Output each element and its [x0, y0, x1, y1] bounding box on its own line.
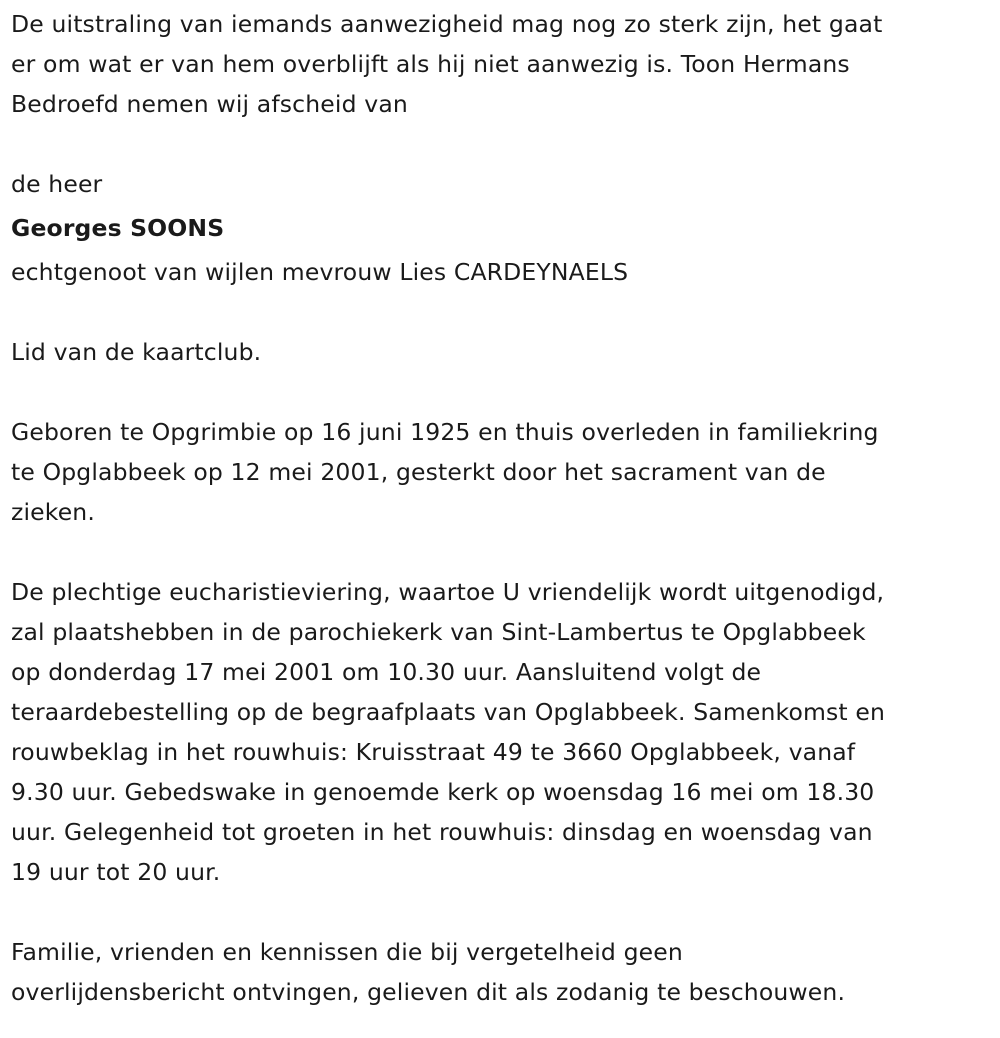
ceremony-line: 9.30 uur. Gebedswake in genoemde kerk op woensdag 16 mei om 18.30 — [11, 778, 875, 806]
ceremony-paragraph — [11, 572, 991, 892]
spacer — [11, 372, 991, 412]
ceremony-line: zal plaatshebben in de parochiekerk van Sint-Lambertus te Opglabbeek — [11, 618, 866, 646]
person-prefix: de heer — [11, 170, 103, 198]
quote-paragraph — [11, 4, 991, 124]
spacer — [11, 292, 991, 332]
birth-death-paragraph — [11, 412, 991, 532]
spouse-line: echtgenoot van wijlen mevrouw Lies CARDEYNAELS — [11, 258, 629, 286]
spacer — [11, 532, 991, 572]
person-name: Georges SOONS — [11, 214, 225, 242]
ceremony-line: uur. Gelegenheid tot groeten in het rouwhuis: dinsdag en woensdag van — [11, 818, 873, 846]
ceremony-line: teraardebestelling op de begraafplaats van Opglabbeek. Samenkomst en — [11, 698, 886, 726]
membership-line: Lid van de kaartclub. — [11, 338, 262, 366]
quote-line: De uitstraling van iemands aanwezigheid mag nog zo sterk zijn, het gaat — [11, 10, 883, 38]
obituary-document — [11, 4, 991, 1012]
closing-line: Familie, vrienden en kennissen die bij vergetelheid geen — [11, 938, 683, 966]
closing-line: overlijdensbericht ontvingen, gelieven dit als zodanig te beschouwen. — [11, 978, 846, 1006]
ceremony-line: 19 uur tot 20 uur. — [11, 858, 221, 886]
birth-death-line: te Opglabbeek op 12 mei 2001, gesterkt door het sacrament van de — [11, 458, 826, 486]
birth-death-line: Geboren te Opgrimbie op 16 juni 1925 en thuis overleden in familiekring — [11, 418, 879, 446]
ceremony-line: De plechtige eucharistieviering, waartoe U vriendelijk wordt uitgenodigd, — [11, 578, 885, 606]
spacer — [11, 124, 991, 164]
closing-paragraph — [11, 932, 991, 1012]
quote-line: er om wat er van hem overblijft als hij niet aanwezig is. Toon Hermans — [11, 50, 850, 78]
ceremony-line: rouwbeklag in het rouwhuis: Kruisstraat 49 te 3660 Opglabbeek, vanaf — [11, 738, 856, 766]
quote-line: Bedroefd nemen wij afscheid van — [11, 90, 408, 118]
ceremony-line: op donderdag 17 mei 2001 om 10.30 uur. Aansluitend volgt de — [11, 658, 762, 686]
birth-death-line: zieken. — [11, 498, 95, 526]
spacer — [11, 892, 991, 932]
